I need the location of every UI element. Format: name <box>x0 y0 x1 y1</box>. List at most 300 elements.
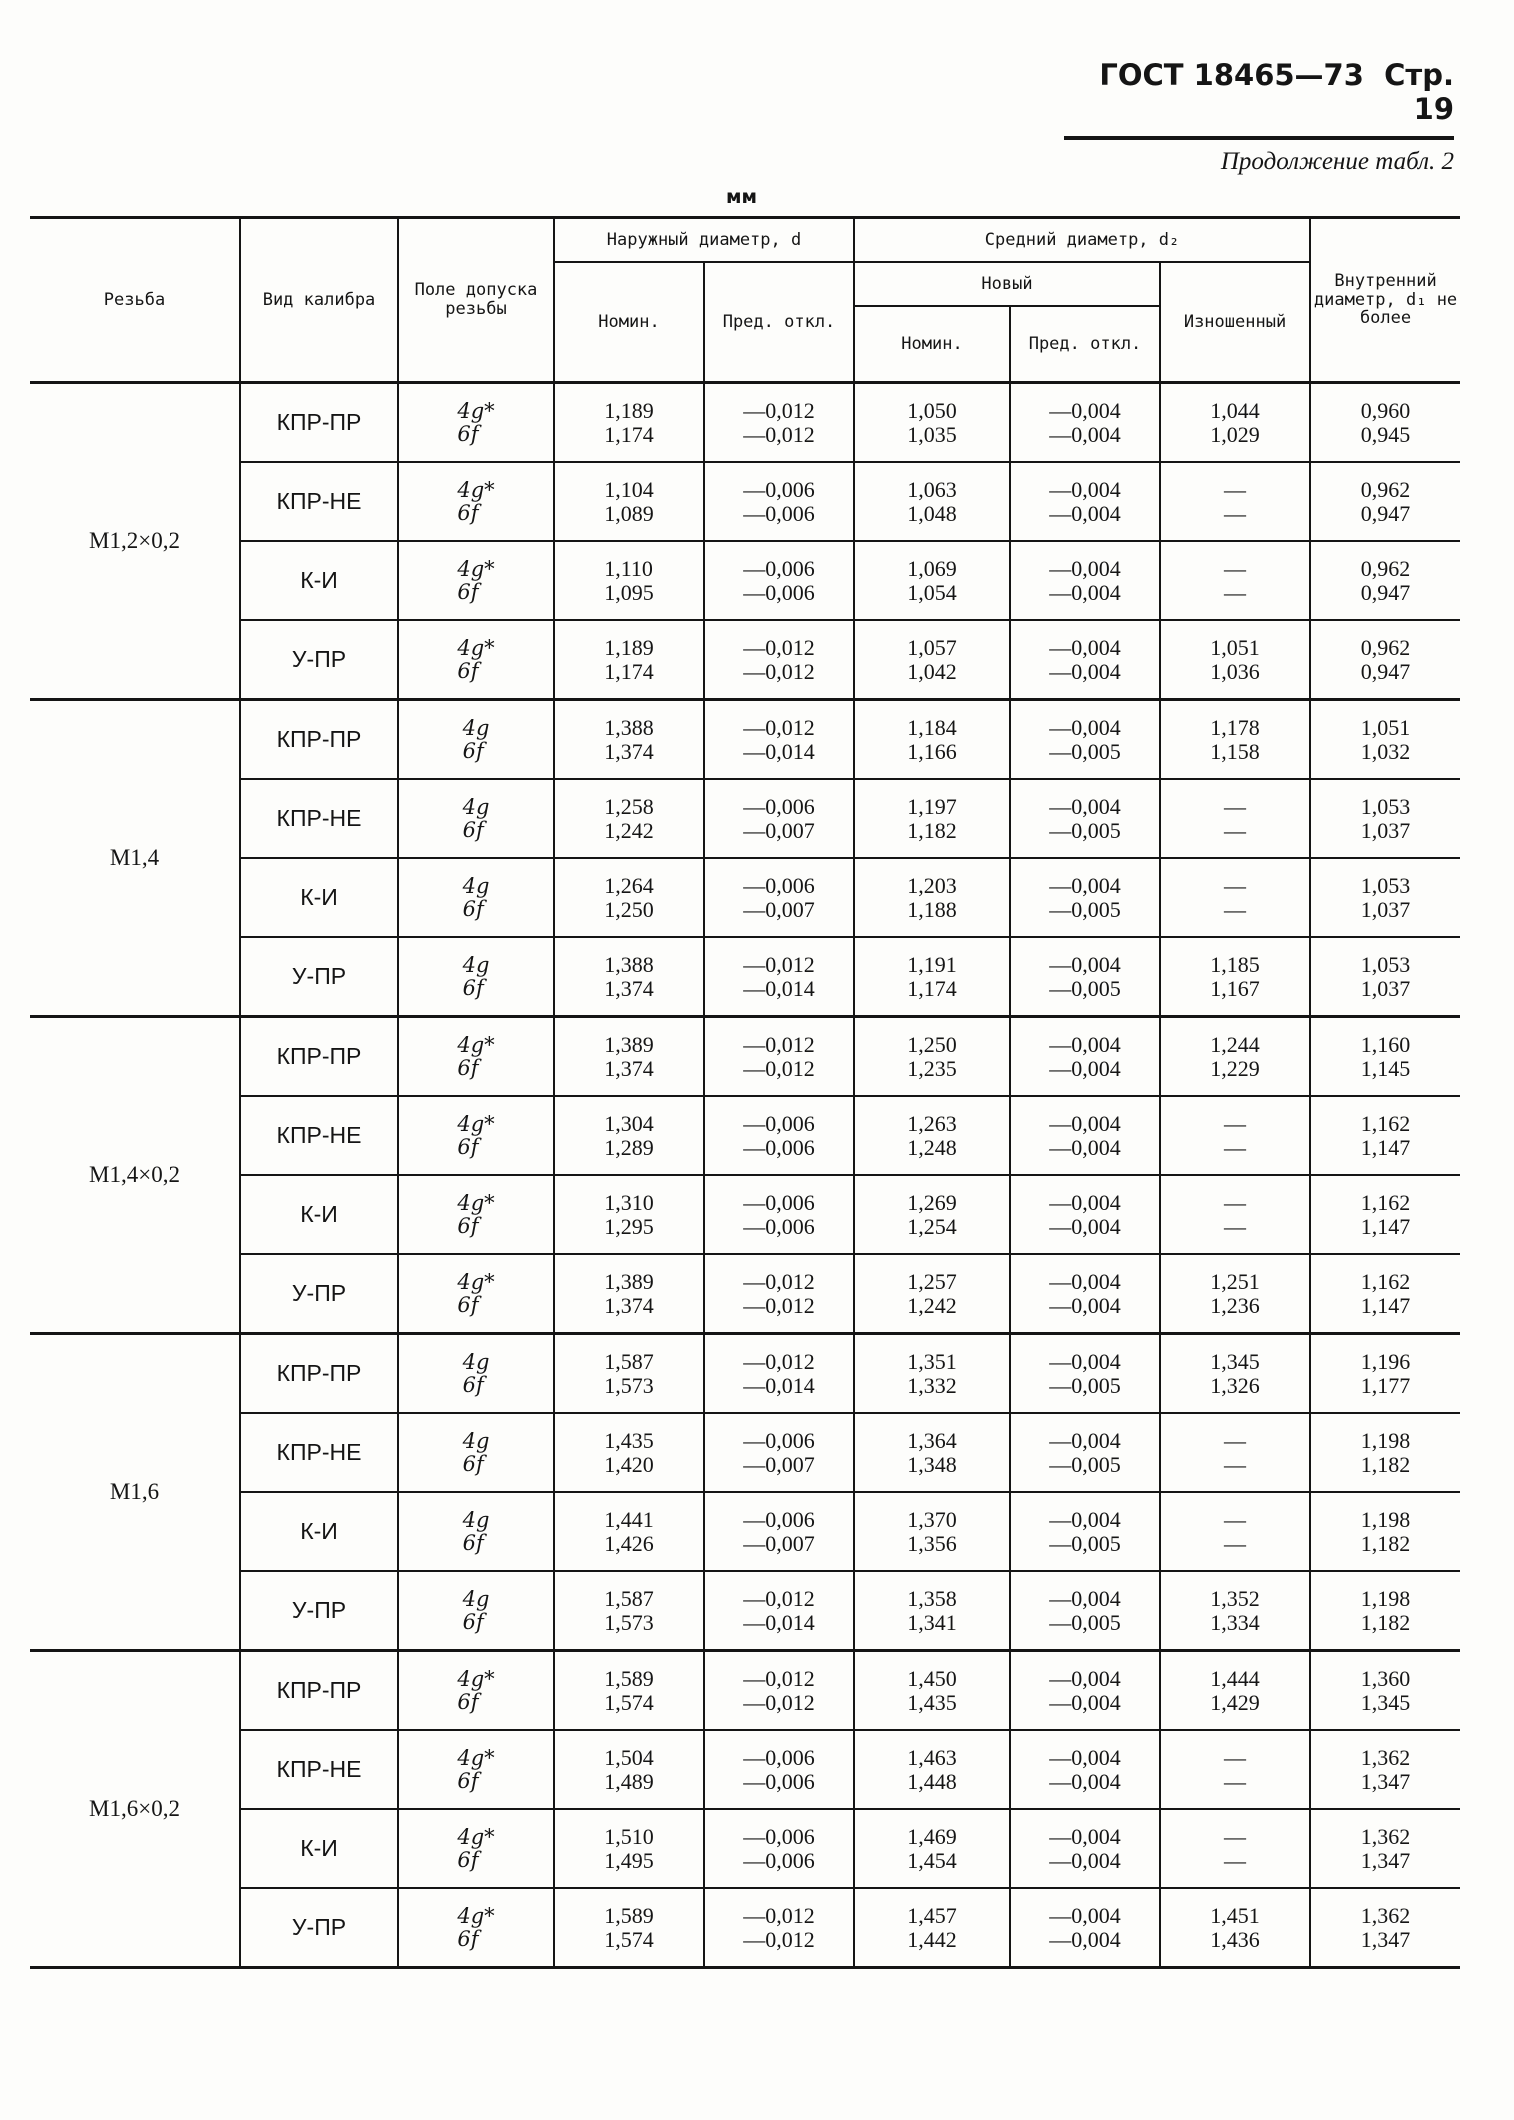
tolerance-value: 4g* <box>457 1112 495 1137</box>
outer-deviation-cell <box>704 541 854 620</box>
tolerance-cell <box>398 1730 554 1809</box>
pitch-deviation-value: —0,004 <box>1049 1134 1121 1160</box>
tolerance-value: 4g* <box>457 1746 495 1771</box>
inner-diameter-value: 1,147 <box>1360 1134 1411 1160</box>
outer-nominal-cell <box>554 1888 704 1968</box>
pitch-deviation-value: —0,005 <box>1049 1530 1121 1556</box>
tolerance-value: 4g* <box>457 1825 495 1850</box>
inner-diameter-value: 1,182 <box>1360 1530 1411 1556</box>
table-body <box>30 383 1460 1968</box>
tolerance-value: 6f <box>457 1292 479 1317</box>
table-row <box>30 1017 1460 1097</box>
outer-deviation-value: —0,006 <box>743 1111 815 1137</box>
pitch-deviation-cell <box>1010 1334 1160 1414</box>
inner-diameter-value: 1,032 <box>1360 738 1411 764</box>
pitch-deviation-cell <box>1010 1413 1160 1492</box>
outer-nominal-value: 1,388 <box>604 715 654 741</box>
outer-nominal-value: 1,264 <box>604 873 654 899</box>
outer-nominal-value: 1,189 <box>604 398 654 424</box>
outer-deviation-cell <box>704 1096 854 1175</box>
worn-value: 1,444 <box>1210 1666 1260 1692</box>
outer-nominal-value: 1,426 <box>604 1530 654 1556</box>
inner-diameter-value: 1,145 <box>1360 1055 1411 1081</box>
worn-value: — <box>1224 896 1247 922</box>
outer-nominal-cell <box>554 1096 704 1175</box>
outer-nominal-value: 1,574 <box>604 1926 654 1952</box>
pitch-nominal-value: 1,364 <box>907 1428 957 1454</box>
inner-diameter-value: 1,053 <box>1360 952 1411 978</box>
worn-cell <box>1160 1888 1310 1968</box>
worn-value: — <box>1224 794 1247 820</box>
inner-diameter-cell <box>1310 1334 1460 1414</box>
pitch-deviation-value: —0,004 <box>1049 1190 1121 1216</box>
outer-deviation-value: —0,006 <box>743 1824 815 1850</box>
worn-value: 1,436 <box>1210 1926 1260 1952</box>
outer-nominal-cell <box>554 1175 704 1254</box>
worn-cell <box>1160 1175 1310 1254</box>
tolerance-value: 6f <box>457 1055 479 1080</box>
pitch-nominal-cell <box>854 1651 1010 1731</box>
tolerance-value: 4g <box>462 795 490 820</box>
inner-diameter-value: 1,347 <box>1360 1768 1411 1794</box>
pitch-deviation-value: —0,004 <box>1049 1768 1121 1794</box>
inner-diameter-cell <box>1310 1809 1460 1888</box>
pitch-deviation-cell <box>1010 541 1160 620</box>
tolerance-cell <box>398 1571 554 1651</box>
outer-nominal-cell <box>554 700 704 780</box>
col-new: Новый <box>854 262 1160 306</box>
tolerance-value: 6f <box>457 1689 479 1714</box>
inner-diameter-value: 1,360 <box>1360 1666 1411 1692</box>
pitch-nominal-value: 1,454 <box>907 1847 957 1873</box>
outer-nominal-value: 1,174 <box>604 658 654 684</box>
outer-nominal-cell <box>554 383 704 463</box>
inner-diameter-cell <box>1310 1730 1460 1809</box>
inner-diameter-cell <box>1310 1096 1460 1175</box>
pitch-deviation-cell <box>1010 700 1160 780</box>
pitch-nominal-value: 1,463 <box>907 1745 957 1771</box>
inner-diameter-cell <box>1310 937 1460 1017</box>
table-row <box>30 1175 1460 1254</box>
inner-diameter-cell <box>1310 1017 1460 1097</box>
worn-value: 1,178 <box>1210 715 1260 741</box>
tolerance-value: 6f <box>462 896 484 921</box>
gauge-type-cell: К-И <box>240 858 398 937</box>
worn-cell <box>1160 1651 1310 1731</box>
outer-deviation-cell <box>704 383 854 463</box>
pitch-deviation-value: —0,004 <box>1049 1507 1121 1533</box>
outer-deviation-value: —0,006 <box>743 1190 815 1216</box>
inner-diameter-cell <box>1310 1492 1460 1571</box>
pitch-deviation-cell <box>1010 462 1160 541</box>
tolerance-cell <box>398 1096 554 1175</box>
worn-value: 1,029 <box>1210 421 1260 447</box>
outer-deviation-value: —0,012 <box>743 1666 815 1692</box>
pitch-nominal-value: 1,257 <box>907 1269 957 1295</box>
thread-cell: М1,6 <box>30 1334 240 1651</box>
worn-value: — <box>1224 817 1247 843</box>
tolerance-cell <box>398 462 554 541</box>
worn-value: — <box>1224 500 1247 526</box>
col-pitch-diameter: Средний диаметр, d₂ <box>854 218 1310 263</box>
worn-value: — <box>1224 1451 1247 1477</box>
inner-diameter-cell <box>1310 1888 1460 1968</box>
worn-cell <box>1160 620 1310 700</box>
pitch-deviation-value: —0,005 <box>1049 1372 1121 1398</box>
pitch-deviation-value: —0,004 <box>1049 1926 1121 1952</box>
gauge-type-cell: КПР-НЕ <box>240 779 398 858</box>
worn-value: 1,229 <box>1210 1055 1260 1081</box>
pitch-deviation-value: —0,005 <box>1049 817 1121 843</box>
pitch-deviation-cell <box>1010 1651 1160 1731</box>
outer-deviation-cell <box>704 779 854 858</box>
outer-nominal-value: 1,310 <box>604 1190 654 1216</box>
pitch-deviation-value: —0,004 <box>1049 579 1121 605</box>
pitch-deviation-value: —0,004 <box>1049 500 1121 526</box>
inner-diameter-value: 0,960 <box>1360 398 1411 424</box>
tolerance-value: 6f <box>462 1530 484 1555</box>
pitch-deviation-cell <box>1010 937 1160 1017</box>
table-row <box>30 1888 1460 1968</box>
table-row <box>30 1334 1460 1414</box>
pitch-nominal-cell <box>854 1730 1010 1809</box>
tolerance-value: 4g* <box>457 1667 495 1692</box>
tolerance-cell <box>398 383 554 463</box>
pitch-nominal-value: 1,057 <box>907 635 957 661</box>
outer-deviation-cell <box>704 1413 854 1492</box>
worn-value: — <box>1224 1428 1247 1454</box>
outer-nominal-value: 1,089 <box>604 500 654 526</box>
outer-deviation-value: —0,012 <box>743 1269 815 1295</box>
outer-nominal-value: 1,573 <box>604 1609 654 1635</box>
gauge-type-cell: К-И <box>240 541 398 620</box>
gauge-type-cell: КПР-НЕ <box>240 1413 398 1492</box>
tolerance-value: 4g* <box>457 1270 495 1295</box>
inner-diameter-value: 1,051 <box>1360 715 1411 741</box>
pitch-nominal-value: 1,457 <box>907 1903 957 1929</box>
pitch-nominal-cell <box>854 1096 1010 1175</box>
col-pitch-nominal: Номин. <box>854 306 1010 383</box>
inner-diameter-value: 1,053 <box>1360 873 1411 899</box>
outer-deviation-cell <box>704 1730 854 1809</box>
pitch-deviation-value: —0,004 <box>1049 421 1121 447</box>
pitch-nominal-value: 1,188 <box>907 896 957 922</box>
table-row <box>30 700 1460 780</box>
pitch-deviation-value: —0,004 <box>1049 556 1121 582</box>
tolerance-value: 4g* <box>457 1033 495 1058</box>
worn-value: — <box>1224 556 1247 582</box>
pitch-deviation-value: —0,004 <box>1049 1055 1121 1081</box>
pitch-nominal-value: 1,442 <box>907 1926 957 1952</box>
worn-cell <box>1160 779 1310 858</box>
tolerance-value: 6f <box>457 1926 479 1951</box>
pitch-deviation-value: —0,004 <box>1049 1428 1121 1454</box>
pitch-deviation-value: —0,004 <box>1049 1824 1121 1850</box>
worn-cell <box>1160 858 1310 937</box>
inner-diameter-value: 1,162 <box>1360 1190 1411 1216</box>
pitch-nominal-cell <box>854 858 1010 937</box>
thread-cell: М1,4 <box>30 700 240 1017</box>
inner-diameter-value: 1,198 <box>1360 1586 1411 1612</box>
pitch-nominal-cell <box>854 1413 1010 1492</box>
outer-deviation-value: —0,012 <box>743 715 815 741</box>
worn-value: 1,051 <box>1210 635 1260 661</box>
table-row <box>30 1413 1460 1492</box>
inner-diameter-value: 1,182 <box>1360 1609 1411 1635</box>
outer-nominal-value: 1,242 <box>604 817 654 843</box>
pitch-deviation-cell <box>1010 1175 1160 1254</box>
pitch-deviation-value: —0,004 <box>1049 1666 1121 1692</box>
tolerance-value: 6f <box>457 500 479 525</box>
worn-cell <box>1160 1334 1310 1414</box>
worn-cell <box>1160 700 1310 780</box>
tolerance-value: 6f <box>457 1768 479 1793</box>
tolerance-value: 6f <box>457 658 479 683</box>
pitch-deviation-value: —0,005 <box>1049 975 1121 1001</box>
outer-deviation-value: —0,006 <box>743 1428 815 1454</box>
pitch-nominal-value: 1,448 <box>907 1768 957 1794</box>
worn-value: 1,167 <box>1210 975 1260 1001</box>
table-row <box>30 1730 1460 1809</box>
outer-nominal-value: 1,304 <box>604 1111 654 1137</box>
outer-deviation-cell <box>704 1492 854 1571</box>
inner-diameter-value: 0,962 <box>1360 635 1411 661</box>
page-number: Стр. 19 <box>1384 58 1454 126</box>
outer-deviation-cell <box>704 462 854 541</box>
worn-value: — <box>1224 1824 1247 1850</box>
outer-deviation-value: —0,006 <box>743 1745 815 1771</box>
worn-value: 1,334 <box>1210 1609 1260 1635</box>
worn-value: 1,429 <box>1210 1689 1260 1715</box>
tolerance-value: 4g <box>462 1350 490 1375</box>
pitch-deviation-value: —0,004 <box>1049 1269 1121 1295</box>
units-label: мм <box>726 186 758 208</box>
worn-cell <box>1160 1096 1310 1175</box>
outer-deviation-value: —0,012 <box>743 421 815 447</box>
tolerance-cell <box>398 541 554 620</box>
table-row <box>30 1492 1460 1571</box>
gauge-type-cell: КПР-НЕ <box>240 1096 398 1175</box>
table-row <box>30 541 1460 620</box>
table-row <box>30 462 1460 541</box>
outer-nominal-value: 1,374 <box>604 1292 654 1318</box>
outer-nominal-value: 1,095 <box>604 579 654 605</box>
worn-value: — <box>1224 1745 1247 1771</box>
worn-value: 1,352 <box>1210 1586 1260 1612</box>
outer-nominal-value: 1,510 <box>604 1824 654 1850</box>
inner-diameter-value: 1,147 <box>1360 1213 1411 1239</box>
col-pitch-deviation: Пред. откл. <box>1010 306 1160 383</box>
worn-value: — <box>1224 579 1247 605</box>
worn-value: 1,326 <box>1210 1372 1260 1398</box>
pitch-nominal-value: 1,166 <box>907 738 957 764</box>
pitch-nominal-value: 1,250 <box>907 1032 957 1058</box>
outer-nominal-value: 1,258 <box>604 794 654 820</box>
pitch-nominal-value: 1,182 <box>907 817 957 843</box>
worn-cell <box>1160 1571 1310 1651</box>
pitch-nominal-value: 1,248 <box>907 1134 957 1160</box>
worn-value: 1,236 <box>1210 1292 1260 1318</box>
worn-value: — <box>1224 1507 1247 1533</box>
pitch-nominal-cell <box>854 383 1010 463</box>
inner-diameter-value: 1,177 <box>1360 1372 1411 1398</box>
inner-diameter-value: 0,947 <box>1360 579 1411 605</box>
outer-nominal-cell <box>554 1571 704 1651</box>
inner-diameter-cell <box>1310 1254 1460 1334</box>
inner-diameter-value: 1,182 <box>1360 1451 1411 1477</box>
outer-deviation-cell <box>704 1888 854 1968</box>
pitch-deviation-value: —0,004 <box>1049 794 1121 820</box>
outer-nominal-value: 1,435 <box>604 1428 654 1454</box>
tolerance-cell <box>398 937 554 1017</box>
table-row <box>30 858 1460 937</box>
standard-number: ГОСТ 18465—73 <box>1099 58 1364 92</box>
outer-nominal-cell <box>554 541 704 620</box>
pitch-deviation-value: —0,005 <box>1049 1609 1121 1635</box>
pitch-nominal-value: 1,348 <box>907 1451 957 1477</box>
inner-diameter-value: 1,347 <box>1360 1926 1411 1952</box>
table-row <box>30 937 1460 1017</box>
pitch-nominal-value: 1,341 <box>907 1609 957 1635</box>
outer-deviation-value: —0,006 <box>743 1768 815 1794</box>
pitch-nominal-value: 1,035 <box>907 421 957 447</box>
pitch-nominal-value: 1,242 <box>907 1292 957 1318</box>
outer-nominal-cell <box>554 620 704 700</box>
inner-diameter-value: 1,347 <box>1360 1847 1411 1873</box>
inner-diameter-cell <box>1310 541 1460 620</box>
outer-nominal-value: 1,174 <box>604 421 654 447</box>
outer-deviation-value: —0,014 <box>743 738 815 764</box>
inner-diameter-value: 0,947 <box>1360 658 1411 684</box>
gauge-type-cell: К-И <box>240 1492 398 1571</box>
inner-diameter-cell <box>1310 383 1460 463</box>
inner-diameter-value: 0,945 <box>1360 421 1411 447</box>
worn-value: — <box>1224 477 1247 503</box>
outer-deviation-value: —0,012 <box>743 1689 815 1715</box>
pitch-deviation-value: —0,004 <box>1049 715 1121 741</box>
tolerance-value: 6f <box>457 421 479 446</box>
pitch-nominal-cell <box>854 1175 1010 1254</box>
outer-nominal-value: 1,504 <box>604 1745 654 1771</box>
pitch-nominal-value: 1,450 <box>907 1666 957 1692</box>
tolerance-cell <box>398 1175 554 1254</box>
worn-cell <box>1160 1413 1310 1492</box>
pitch-nominal-cell <box>854 1809 1010 1888</box>
inner-diameter-value: 1,162 <box>1360 1269 1411 1295</box>
table-row <box>30 1096 1460 1175</box>
pitch-deviation-cell <box>1010 1254 1160 1334</box>
worn-cell <box>1160 1254 1310 1334</box>
tolerance-value: 4g <box>462 716 490 741</box>
worn-cell <box>1160 937 1310 1017</box>
outer-nominal-value: 1,250 <box>604 896 654 922</box>
pitch-nominal-value: 1,184 <box>907 715 957 741</box>
pitch-deviation-value: —0,004 <box>1049 1111 1121 1137</box>
table-row <box>30 1254 1460 1334</box>
outer-deviation-value: —0,007 <box>743 1451 815 1477</box>
worn-value: 1,345 <box>1210 1349 1260 1375</box>
worn-cell <box>1160 1017 1310 1097</box>
outer-deviation-value: —0,012 <box>743 635 815 661</box>
pitch-nominal-cell <box>854 620 1010 700</box>
outer-deviation-cell <box>704 937 854 1017</box>
tolerance-value: 4g* <box>457 1191 495 1216</box>
pitch-nominal-value: 1,332 <box>907 1372 957 1398</box>
outer-deviation-cell <box>704 1254 854 1334</box>
outer-nominal-value: 1,420 <box>604 1451 654 1477</box>
table-row <box>30 779 1460 858</box>
worn-cell <box>1160 1730 1310 1809</box>
table-row <box>30 1651 1460 1731</box>
table-row <box>30 1571 1460 1651</box>
outer-nominal-value: 1,374 <box>604 975 654 1001</box>
pitch-deviation-cell <box>1010 1492 1160 1571</box>
outer-nominal-cell <box>554 1334 704 1414</box>
worn-value: 1,185 <box>1210 952 1260 978</box>
inner-diameter-cell <box>1310 1571 1460 1651</box>
pitch-nominal-value: 1,370 <box>907 1507 957 1533</box>
tolerance-value: 6f <box>457 1847 479 1872</box>
worn-value: — <box>1224 1190 1247 1216</box>
tolerance-value: 6f <box>462 1609 484 1634</box>
gauge-type-cell: КПР-ПР <box>240 1334 398 1414</box>
thread-cell: М1,2×0,2 <box>30 383 240 700</box>
pitch-deviation-cell <box>1010 1571 1160 1651</box>
pitch-nominal-value: 1,191 <box>907 952 957 978</box>
tolerance-cell <box>398 1651 554 1731</box>
outer-deviation-value: —0,012 <box>743 1903 815 1929</box>
pitch-nominal-value: 1,254 <box>907 1213 957 1239</box>
table-row <box>30 383 1460 463</box>
inner-diameter-cell <box>1310 1651 1460 1731</box>
tolerance-value: 6f <box>462 975 484 1000</box>
gauge-type-cell: У-ПР <box>240 1254 398 1334</box>
outer-deviation-value: —0,012 <box>743 1032 815 1058</box>
gauge-type-cell: У-ПР <box>240 1888 398 1968</box>
outer-nominal-cell <box>554 1492 704 1571</box>
outer-deviation-value: —0,006 <box>743 1847 815 1873</box>
table-row <box>30 1809 1460 1888</box>
tolerance-value: 4g* <box>457 557 495 582</box>
outer-nominal-cell <box>554 858 704 937</box>
tolerance-value: 6f <box>462 1451 484 1476</box>
outer-deviation-value: —0,006 <box>743 873 815 899</box>
inner-diameter-value: 1,198 <box>1360 1507 1411 1533</box>
outer-deviation-cell <box>704 1809 854 1888</box>
pitch-deviation-cell <box>1010 858 1160 937</box>
tolerance-cell <box>398 1334 554 1414</box>
pitch-deviation-cell <box>1010 1809 1160 1888</box>
outer-deviation-cell <box>704 700 854 780</box>
outer-nominal-cell <box>554 1413 704 1492</box>
inner-diameter-value: 0,962 <box>1360 477 1411 503</box>
outer-nominal-value: 1,104 <box>604 477 654 503</box>
col-outer-nominal: Номин. <box>554 262 704 383</box>
outer-nominal-value: 1,489 <box>604 1768 654 1794</box>
inner-diameter-cell <box>1310 1413 1460 1492</box>
gauge-type-cell: КПР-ПР <box>240 1017 398 1097</box>
outer-deviation-value: —0,012 <box>743 1055 815 1081</box>
outer-deviation-value: —0,007 <box>743 817 815 843</box>
outer-deviation-value: —0,006 <box>743 1134 815 1160</box>
outer-deviation-cell <box>704 858 854 937</box>
outer-nominal-value: 1,388 <box>604 952 654 978</box>
outer-nominal-cell <box>554 1017 704 1097</box>
outer-deviation-value: —0,014 <box>743 1372 815 1398</box>
pitch-deviation-cell <box>1010 779 1160 858</box>
inner-diameter-value: 1,345 <box>1360 1689 1411 1715</box>
inner-diameter-value: 1,196 <box>1360 1349 1411 1375</box>
